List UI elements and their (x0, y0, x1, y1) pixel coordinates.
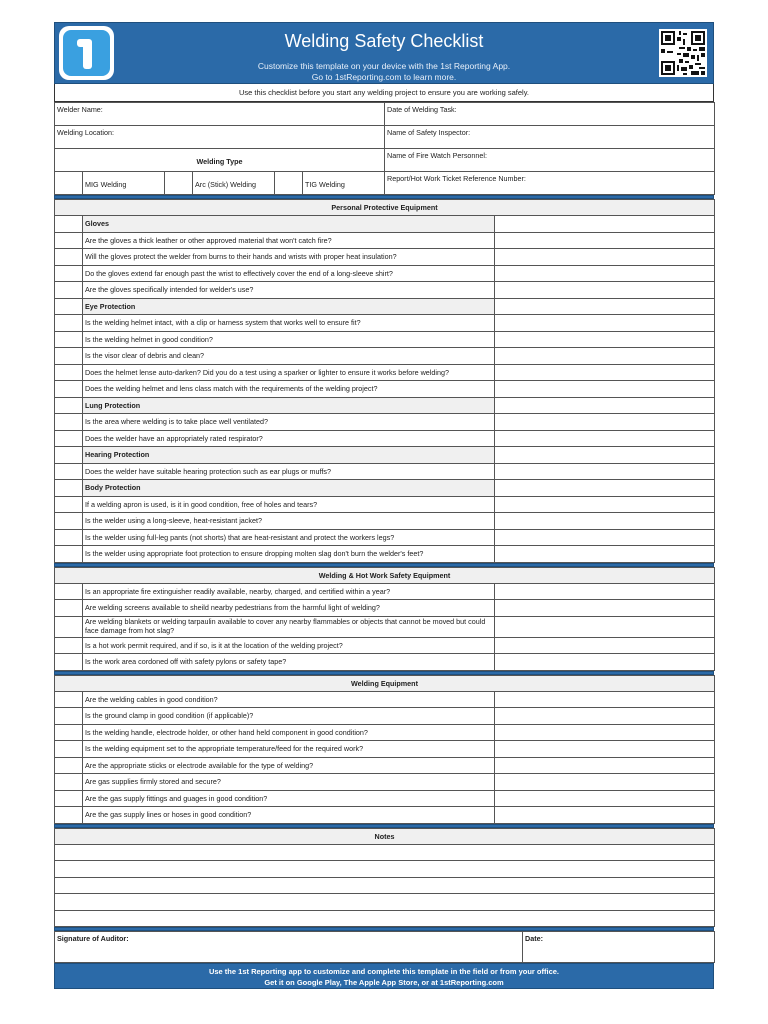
response-cell[interactable] (495, 331, 715, 348)
response-cell[interactable] (495, 583, 715, 600)
check-cell[interactable] (55, 724, 83, 741)
notes-table (54, 828, 715, 928)
mig-checkbox[interactable] (55, 172, 83, 195)
subtitle-line-1: Customize this template on your device with the 1st Reporting App. (257, 61, 511, 71)
checklist-item: Are the gas supply fittings and guages in good condition? (83, 790, 495, 807)
check-cell[interactable] (55, 807, 83, 824)
response-cell[interactable] (495, 496, 715, 513)
response-cell[interactable] (495, 600, 715, 617)
checklist-item: Are gas supplies firmly stored and secure? (83, 774, 495, 791)
auditor-signature-field[interactable]: Signature of Auditor: (55, 932, 523, 963)
signature-table (54, 931, 715, 963)
arc-label: Arc (Stick) Welding (193, 172, 275, 195)
response-cell[interactable] (495, 741, 715, 758)
notes-line[interactable] (55, 877, 715, 894)
response-cell[interactable] (495, 414, 715, 431)
section-title-notes: Notes (55, 828, 715, 844)
notes-line[interactable] (55, 910, 715, 927)
footer-banner (54, 963, 714, 989)
checklist-item: Is the welder using appropriate foot protection to ensure dropping molten slag don't burn the welder's feet? (83, 546, 495, 563)
checklist-item: Is the welding helmet in good condition? (83, 331, 495, 348)
check-cell[interactable] (55, 774, 83, 791)
check-cell[interactable] (55, 513, 83, 530)
check-cell[interactable] (55, 249, 83, 266)
notes-line[interactable] (55, 861, 715, 878)
checklist-item: Is the area where welding is to take place well ventilated? (83, 414, 495, 431)
check-cell[interactable] (55, 741, 83, 758)
check-cell[interactable] (55, 430, 83, 447)
category-lung-protection: Lung Protection (83, 397, 495, 414)
response-cell[interactable] (495, 513, 715, 530)
checklist-item: Do the gloves extend far enough past the wrist to effectively cover the end of a long-sleeve shirt? (83, 265, 495, 282)
notes-line[interactable] (55, 894, 715, 911)
response-cell[interactable] (495, 265, 715, 282)
check-cell[interactable] (55, 232, 83, 249)
fire-watch-field[interactable]: Name of Fire Watch Personnel: (385, 149, 715, 172)
tig-label: TIG Welding (303, 172, 385, 195)
footer-line-1: Use the 1st Reporting app to customize and complete this template in the field or from your office. (208, 967, 560, 976)
check-cell[interactable] (55, 654, 83, 671)
check-cell[interactable] (55, 315, 83, 332)
report-ref-field[interactable]: Report/Hot Work Ticket Reference Number: (385, 172, 715, 195)
checklist-item: Is the welding equipment set to the appropriate temperature/feed for the required work? (83, 741, 495, 758)
check-cell[interactable] (55, 691, 83, 708)
response-cell[interactable] (495, 637, 715, 654)
check-cell[interactable] (55, 282, 83, 299)
check-cell[interactable] (55, 708, 83, 725)
check-cell[interactable] (55, 600, 83, 617)
response-cell[interactable] (495, 315, 715, 332)
safety-inspector-field[interactable]: Name of Safety Inspector: (385, 126, 715, 149)
response-cell[interactable] (495, 774, 715, 791)
arc-checkbox[interactable] (165, 172, 193, 195)
checklist-item: Is the ground clamp in good condition (if applicable)? (83, 708, 495, 725)
checklist-item: Does the welder have suitable hearing protection such as ear plugs or muffs? (83, 463, 495, 480)
notes-line[interactable] (55, 844, 715, 861)
checklist-item: Is a hot work permit required, and if so, is it at the location of the welding project? (83, 637, 495, 654)
response-cell[interactable] (495, 654, 715, 671)
tig-checkbox[interactable] (275, 172, 303, 195)
response-cell[interactable] (495, 364, 715, 381)
checklist-item: Is an appropriate fire extinguisher readily available, nearby, charged, and certified within a year? (83, 583, 495, 600)
page-title: Welding Safety Checklist (284, 31, 484, 51)
subtitle-line-2: Go to 1stReporting.com to learn more. (311, 72, 457, 82)
response-cell[interactable] (495, 807, 715, 824)
hotwork-table (54, 567, 715, 671)
signature-date-field[interactable]: Date: (523, 932, 715, 963)
checklist-item: Will the gloves protect the welder from burns to their hands and wrists with proper heat insulation? (83, 249, 495, 266)
check-cell[interactable] (55, 331, 83, 348)
response-cell[interactable] (495, 282, 715, 299)
checklist-item: Are the appropriate sticks or electrode available for the type of welding? (83, 757, 495, 774)
checklist-item: Are the gloves a thick leather or other approved material that won't catch fire? (83, 232, 495, 249)
checklist-item: Are the gloves specifically intended for welder's use? (83, 282, 495, 299)
response-cell[interactable] (495, 790, 715, 807)
check-cell[interactable] (55, 757, 83, 774)
response-cell[interactable] (495, 348, 715, 365)
response-cell[interactable] (495, 616, 715, 637)
category-body-protection: Body Protection (83, 480, 495, 497)
response-cell[interactable] (495, 463, 715, 480)
response-cell[interactable] (495, 529, 715, 546)
response-cell[interactable] (495, 232, 715, 249)
info-table (54, 102, 715, 195)
category-eye-protection: Eye Protection (83, 298, 495, 315)
footer-line-2: Get it on Google Play, The Apple App Store, or at 1stReporting.com (264, 978, 504, 987)
checklist-item: Are welding screens available to sheild nearby pedestrians from the harmful light of welding? (83, 600, 495, 617)
checklist-item: Is the work area cordoned off with safety pylons or safety tape? (83, 654, 495, 671)
section-title-ppe: Personal Protective Equipment (55, 200, 715, 216)
checklist-sheet (54, 22, 714, 989)
welding-type-label: Welding Type (55, 149, 385, 172)
section-title-equipment: Welding Equipment (55, 675, 715, 691)
category-gloves: Gloves (83, 216, 495, 233)
response-cell[interactable] (495, 381, 715, 398)
checklist-item: Does the welding helmet and lens class match with the requirements of the welding project? (83, 381, 495, 398)
checklist-item: Are welding blankets or welding tarpaulin available to cover any nearby flammables or objects that cannot be moved but could face damage from hot slag? (83, 616, 495, 637)
checklist-item: Does the helmet lense auto-darken? Did you do a test using a sparker or lighter to ensure it works before welding? (83, 364, 495, 381)
check-cell[interactable] (55, 616, 83, 637)
checklist-item: Is the welding helmet intact, with a clip or harness system that works well to ensure fit? (83, 315, 495, 332)
checklist-item: If a welding apron is used, is it in good condition, free of holes and tears? (83, 496, 495, 513)
mig-label: MIG Welding (83, 172, 165, 195)
check-cell[interactable] (55, 348, 83, 365)
response-cell[interactable] (495, 724, 715, 741)
equipment-table (54, 675, 715, 824)
qr-code-icon (659, 29, 707, 77)
checklist-item: Is the visor clear of debris and clean? (83, 348, 495, 365)
check-cell[interactable] (55, 529, 83, 546)
check-cell[interactable] (55, 463, 83, 480)
check-cell[interactable] (55, 414, 83, 431)
category-hearing-protection: Hearing Protection (83, 447, 495, 464)
intro-text: Use this checklist before you start any welding project to ensure you are working safely. (54, 84, 714, 102)
response-cell[interactable] (495, 691, 715, 708)
checklist-item: Are the welding cables in good condition? (83, 691, 495, 708)
checklist-item: Are the gas supply lines or hoses in good condition? (83, 807, 495, 824)
checklist-item: Is the welding handle, electrode holder, or other hand held component in good condition? (83, 724, 495, 741)
response-cell[interactable] (495, 757, 715, 774)
response-cell[interactable] (495, 430, 715, 447)
checklist-item: Does the welder have an appropriately rated respirator? (83, 430, 495, 447)
check-cell[interactable] (55, 583, 83, 600)
response-cell[interactable] (495, 249, 715, 266)
check-cell[interactable] (55, 790, 83, 807)
check-cell[interactable] (55, 496, 83, 513)
welding-location-field[interactable]: Welding Location: (55, 126, 385, 149)
response-cell[interactable] (495, 708, 715, 725)
check-cell[interactable] (55, 265, 83, 282)
response-cell[interactable] (495, 546, 715, 563)
date-task-field[interactable]: Date of Welding Task: (385, 103, 715, 126)
welder-name-field[interactable]: Welder Name: (55, 103, 385, 126)
checklist-item: Is the welder using a long-sleeve, heat-resistant jacket? (83, 513, 495, 530)
check-cell[interactable] (55, 637, 83, 654)
header-subtitle (55, 61, 713, 83)
check-cell[interactable] (55, 364, 83, 381)
header-banner (54, 22, 714, 84)
checklist-item: Is the welder using full-leg pants (not shorts) that are heat-resistant and protect the workers legs? (83, 529, 495, 546)
ppe-table (54, 199, 715, 563)
section-title-hotwork: Welding & Hot Work Safety Equipment (55, 567, 715, 583)
check-cell[interactable] (55, 546, 83, 563)
check-cell[interactable] (55, 381, 83, 398)
